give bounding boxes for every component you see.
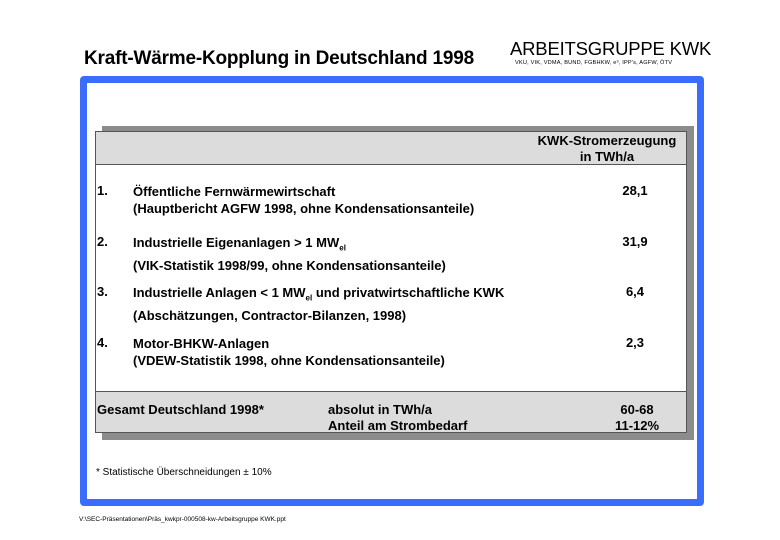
- row-title-text: Motor-BHKW-Anlagen: [133, 336, 270, 351]
- table-row: [133, 234, 446, 274]
- org-name: ARBEITSGRUPPE KWK: [510, 38, 712, 59]
- row-number: 3.: [97, 284, 108, 299]
- data-table: [95, 131, 687, 433]
- row-value: 31,9: [622, 234, 648, 249]
- row-source: (VIK-Statistik 1998/99, ohne Kondensationsanteile): [133, 257, 446, 273]
- table-row: [133, 183, 474, 217]
- row-source: (Abschätzungen, Contractor-Bilanzen, 1998): [133, 307, 407, 323]
- row-title-text: Industrielle Eigenanlagen > 1 MW: [133, 235, 340, 250]
- row-number: 2.: [97, 234, 108, 249]
- row-number: 1.: [97, 183, 108, 198]
- footnote: * Statistische Überschneidungen ± 10%: [96, 467, 272, 478]
- table-row: [133, 284, 504, 324]
- total-sublabels: [328, 402, 467, 434]
- row-title-subscript: el: [339, 243, 346, 253]
- row-title: [133, 183, 474, 200]
- row-title-text: Industrielle Anlagen < 1 MW: [133, 285, 306, 300]
- file-path: V:\SEC-Präsentationen\Präs_kwkpr-000508-kw-Arbeitsgruppe KWK.ppt: [79, 516, 286, 523]
- page-title: Kraft-Wärme-Kopplung in Deutschland 1998: [84, 48, 474, 69]
- total-value-share: 11-12%: [614, 418, 660, 433]
- table-row: [133, 335, 445, 369]
- row-title-text: Öffentliche Fernwärmewirtschaft: [133, 184, 336, 199]
- row-value: 2,3: [625, 335, 645, 350]
- row-source: (Hauptbericht AGFW 1998, ohne Kondensationsanteile): [133, 201, 475, 216]
- row-title: [133, 284, 504, 307]
- row-title-rest: und privatwirtschaftliche KWK: [312, 285, 505, 300]
- column-header: [527, 133, 687, 165]
- org-members: VKU, VIK, VDMA, BUND, FGBHKW, e³, IPP's, AGFW, ÖTV: [515, 60, 673, 66]
- row-value: 6,4: [625, 284, 645, 299]
- row-title: [133, 234, 446, 257]
- row-value: 28,1: [622, 183, 648, 198]
- total-values: [605, 402, 669, 434]
- total-sublabel-absolute: absolut in TWh/a: [328, 402, 432, 417]
- total-label: Gesamt Deutschland 1998*: [97, 402, 264, 417]
- total-value-absolute: 60-68: [620, 402, 654, 417]
- column-header-line2: in TWh/a: [579, 149, 635, 164]
- row-source: (VDEW-Statistik 1998, ohne Kondensationsanteile): [133, 353, 445, 368]
- row-number: 4.: [97, 335, 108, 350]
- total-sublabel-share: Anteil am Strombedarf: [328, 418, 468, 433]
- row-title: [133, 335, 445, 352]
- column-header-line1: KWK-Stromerzeugung: [537, 133, 677, 148]
- row-title-subscript: el: [305, 293, 313, 303]
